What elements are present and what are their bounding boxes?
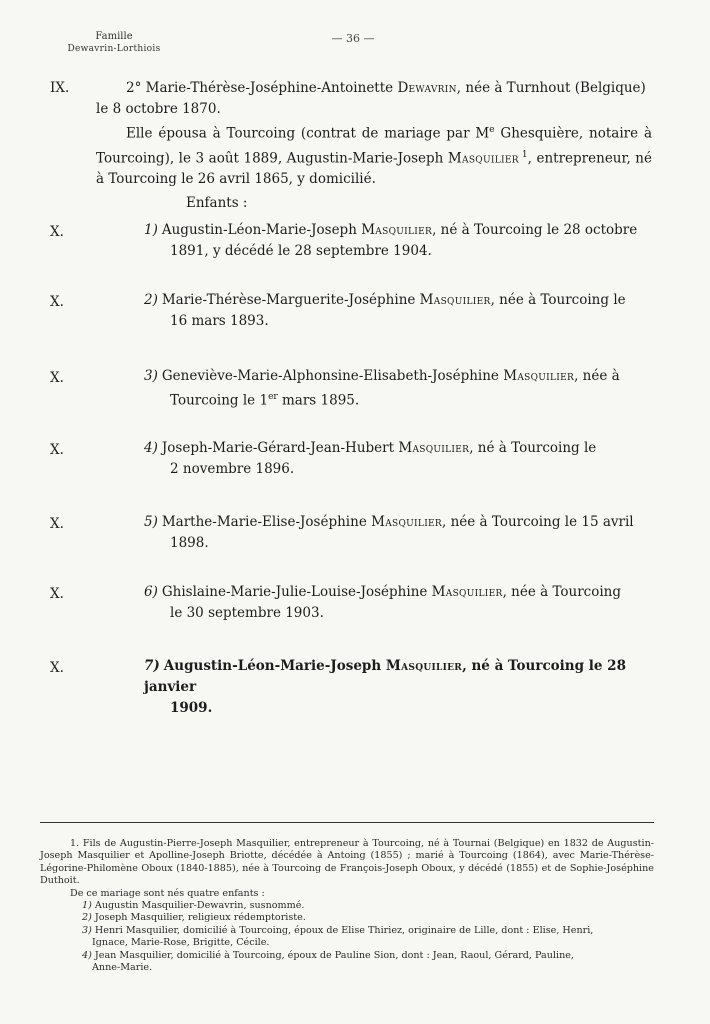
child-entry-5: 5) Marthe-Marie-Elise-Joséphine Masquilier, née à Tourcoing le 15 avril 1898.	[144, 514, 634, 551]
generation-marker: X.	[50, 370, 64, 386]
child-entry-7: 7) Augustin-Léon-Marie-Joseph Masquilier, né à Tourcoing le 28 janvier 1909.	[144, 658, 626, 716]
generation-marker: X.	[50, 294, 64, 310]
generation-marker-main: IX.	[50, 80, 70, 96]
marriage-paragraph: Elle épousa à Tourcoing (contrat de mariage par Me Ghesquière, notaire à Tourcoing), le 3 août 1889, Augustin-Marie-Joseph Masquilier $^1$, entrepreneur, né à Tourcoing le 26 avril 1865, y domicilié.	[96, 125, 652, 187]
footnote-item-cont: Anne-Marie.	[92, 962, 153, 974]
footnote-item-cont: Ignace, Marie-Rose, Brigitte, Cécile.	[92, 937, 270, 949]
child-entry-1: 1) Augustin-Léon-Marie-Joseph Masquilier, né à Tourcoing le 28 octobre 1891, y décédé le 28 septembre 1904.	[144, 222, 638, 259]
footnote-rule	[40, 822, 654, 823]
footnote-1: 1. Fils de Augustin-Pierre-Joseph Masquilier, entrepreneur à Tourcoing, né à Tournai (Belgique) en 1832 de Augustin-Joseph Masquilier et Apolline-Joseph Briotte, décédée à Antoing (1855) ; marié à Tourcoing (1864), avec Marie-Thérèse-Légorine-Philomène Oboux (1840-1885), née à Tourcoing de François-Joseph Oboux, y décédé (1855) et de Sophie-Joséphine Duthoit.	[40, 838, 654, 887]
child-entry-2: 2) Marie-Thérèse-Marguerite-Joséphine Masquilier, née à Tourcoing le 16 mars 1893.	[144, 292, 626, 329]
generation-marker: X.	[50, 442, 64, 458]
footnote-item: 2) Joseph Masquilier, religieux rédemptoriste.	[82, 912, 306, 924]
footnote-intro: De ce mariage sont nés quatre enfants :	[70, 887, 265, 899]
generation-marker: X.	[50, 660, 64, 676]
footnote-item: 3) Henri Masquilier, domicilié à Tourcoing, époux de Elise Thiriez, originaire de Lille, dont : Elise, Henri,	[82, 924, 594, 936]
family-line-1: Famille	[95, 31, 133, 42]
child-entry-4: 4) Joseph-Marie-Gérard-Jean-Hubert Masquilier, né à Tourcoing le 2 novembre 1896.	[144, 440, 597, 477]
main-entry-line2: le 8 octobre 1870.	[96, 101, 221, 117]
generation-marker: X.	[50, 224, 64, 240]
child-entry-6: 6) Ghislaine-Marie-Julie-Louise-Joséphine Masquilier, née à Tourcoing le 30 septembre 1903.	[144, 584, 622, 621]
generation-marker: X.	[50, 516, 64, 532]
running-header	[34, 30, 194, 56]
enfants-label: Enfants :	[186, 195, 248, 211]
page-number: — 36 —	[331, 32, 375, 45]
child-entry-3: 3) Geneviève-Marie-Alphonsine-Elisabeth-Joséphine Masquilier, née à Tourcoing le 1er mars 1895.	[144, 368, 620, 409]
footnotes	[40, 838, 654, 974]
main-entry	[96, 78, 652, 190]
main-entry-line1: 2° Marie-Thérèse-Joséphine-Antoinette Dewavrin, née à Turnhout (Belgique)	[126, 80, 646, 96]
footnote-item: 4) Jean Masquilier, domicilié à Tourcoing, époux de Pauline Sion, dont : Jean, Raoul, Gérard, Pauline,	[82, 949, 574, 961]
generation-marker: X.	[50, 586, 64, 602]
family-line-2: Dewavrin-Lorthiois	[67, 44, 161, 54]
footnote-item: 1) Augustin Masquilier-Dewavrin, susnommé.	[82, 900, 305, 912]
